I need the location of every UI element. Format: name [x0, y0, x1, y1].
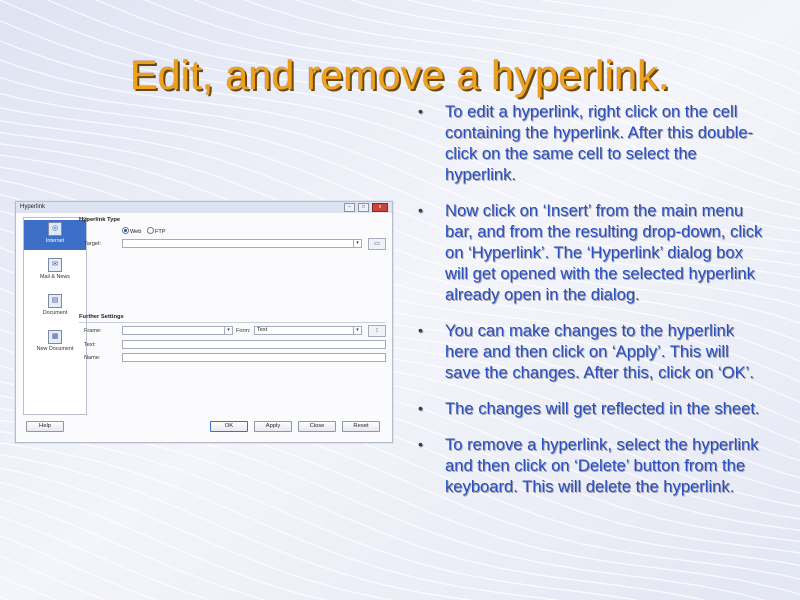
- bullet-text: Now click on ‘Insert’ from the main menu bar, and from the resulting drop-down, click on ‘Hyperlink’. The ‘Hyperlink’ dialog box will get opened with the selected hyperlink already open in the dialog.: [445, 201, 763, 304]
- target-input[interactable]: [122, 239, 362, 248]
- slide-title: Edit, and remove a hyperlink.: [130, 52, 670, 98]
- web-radio[interactable]: [122, 227, 141, 235]
- chevron-down-icon[interactable]: ▾: [353, 327, 361, 334]
- form-value: Text: [257, 327, 268, 333]
- globe-icon: ◎: [48, 222, 62, 236]
- window-buttons: [344, 203, 388, 212]
- sidebar-item-internet[interactable]: [24, 220, 86, 250]
- dialog-titlebar: [16, 202, 392, 213]
- text-label: Text:: [84, 342, 96, 348]
- frame-label: Frame:: [84, 328, 102, 334]
- bullet-item: [418, 320, 768, 383]
- close-window-button[interactable]: x: [372, 203, 388, 212]
- bullet-text: The changes will get reflected in the sheet.: [445, 399, 760, 418]
- folder-icon: ▭: [374, 241, 380, 247]
- name-label: Name:: [84, 355, 101, 361]
- sidebar-item-label: Internet: [45, 238, 65, 244]
- sidebar-item-new-document[interactable]: [24, 328, 86, 358]
- chevron-down-icon[interactable]: ▾: [224, 327, 232, 334]
- target-label: Target:: [84, 241, 102, 247]
- close-button[interactable]: Close: [298, 421, 336, 432]
- section-divider: [79, 322, 385, 323]
- dialog-title: Hyperlink: [20, 204, 46, 210]
- hyperlink-type-heading: Hyperlink Type: [79, 217, 121, 223]
- bullet-marker: •: [418, 436, 423, 452]
- bullet-list: [418, 101, 768, 512]
- text-input[interactable]: [122, 340, 386, 349]
- bullet-text: To edit a hyperlink, right click on the cell containing the hyperlink. After this double-click on the same cell to select the hyperlink.: [445, 102, 754, 184]
- sidebar-item-label: Mail & News: [40, 274, 70, 280]
- mail-icon: ✉: [48, 258, 62, 272]
- sidebar-item-mail-news[interactable]: [24, 256, 86, 286]
- hyperlink-dialog-screenshot: [15, 201, 393, 443]
- sidebar-item-label: New Document: [36, 346, 74, 352]
- name-input[interactable]: [122, 353, 386, 362]
- bullet-marker: •: [418, 103, 423, 119]
- bullet-item: [418, 398, 768, 419]
- events-button[interactable]: [368, 325, 386, 337]
- sidebar-item-label: Document: [42, 310, 68, 316]
- ftp-radio[interactable]: [147, 227, 166, 235]
- radio-indicator: [147, 227, 154, 234]
- reset-button[interactable]: Reset: [342, 421, 380, 432]
- new-document-icon: ▦: [48, 330, 62, 344]
- bullet-item: [418, 101, 768, 185]
- form-label: Form:: [236, 328, 251, 334]
- bullet-marker: •: [418, 322, 423, 338]
- bullet-text: You can make changes to the hyperlink here and then click on ‘Apply’. This will save the changes. After this, click on ‘OK’.: [445, 321, 754, 382]
- help-button[interactable]: Help: [26, 421, 64, 432]
- bullet-marker: •: [418, 400, 423, 416]
- radio-indicator: [122, 227, 129, 234]
- bullet-item: [418, 434, 768, 497]
- open-file-button[interactable]: [368, 238, 386, 250]
- bullet-item: [418, 200, 768, 305]
- further-settings-heading: Further Settings: [79, 314, 124, 320]
- bullet-marker: •: [418, 202, 423, 218]
- maximize-button[interactable]: □: [358, 203, 369, 212]
- bullet-text: To remove a hyperlink, select the hyperlink and then click on ‘Delete’ button from the keyboard. This will delete the hyperlink.: [445, 435, 759, 496]
- sidebar-item-document[interactable]: [24, 292, 86, 322]
- document-icon: ▤: [48, 294, 62, 308]
- minimize-button[interactable]: –: [344, 203, 355, 212]
- frame-select[interactable]: [122, 326, 233, 335]
- form-select[interactable]: [254, 326, 362, 335]
- ok-button[interactable]: OK: [210, 421, 248, 432]
- chevron-down-icon[interactable]: ▾: [353, 240, 361, 247]
- apply-button[interactable]: Apply: [254, 421, 292, 432]
- events-icon: ⁝: [376, 328, 378, 334]
- dialog-sidebar: [23, 217, 87, 415]
- radio-label: FTP: [155, 229, 166, 235]
- radio-label: Web: [130, 229, 142, 235]
